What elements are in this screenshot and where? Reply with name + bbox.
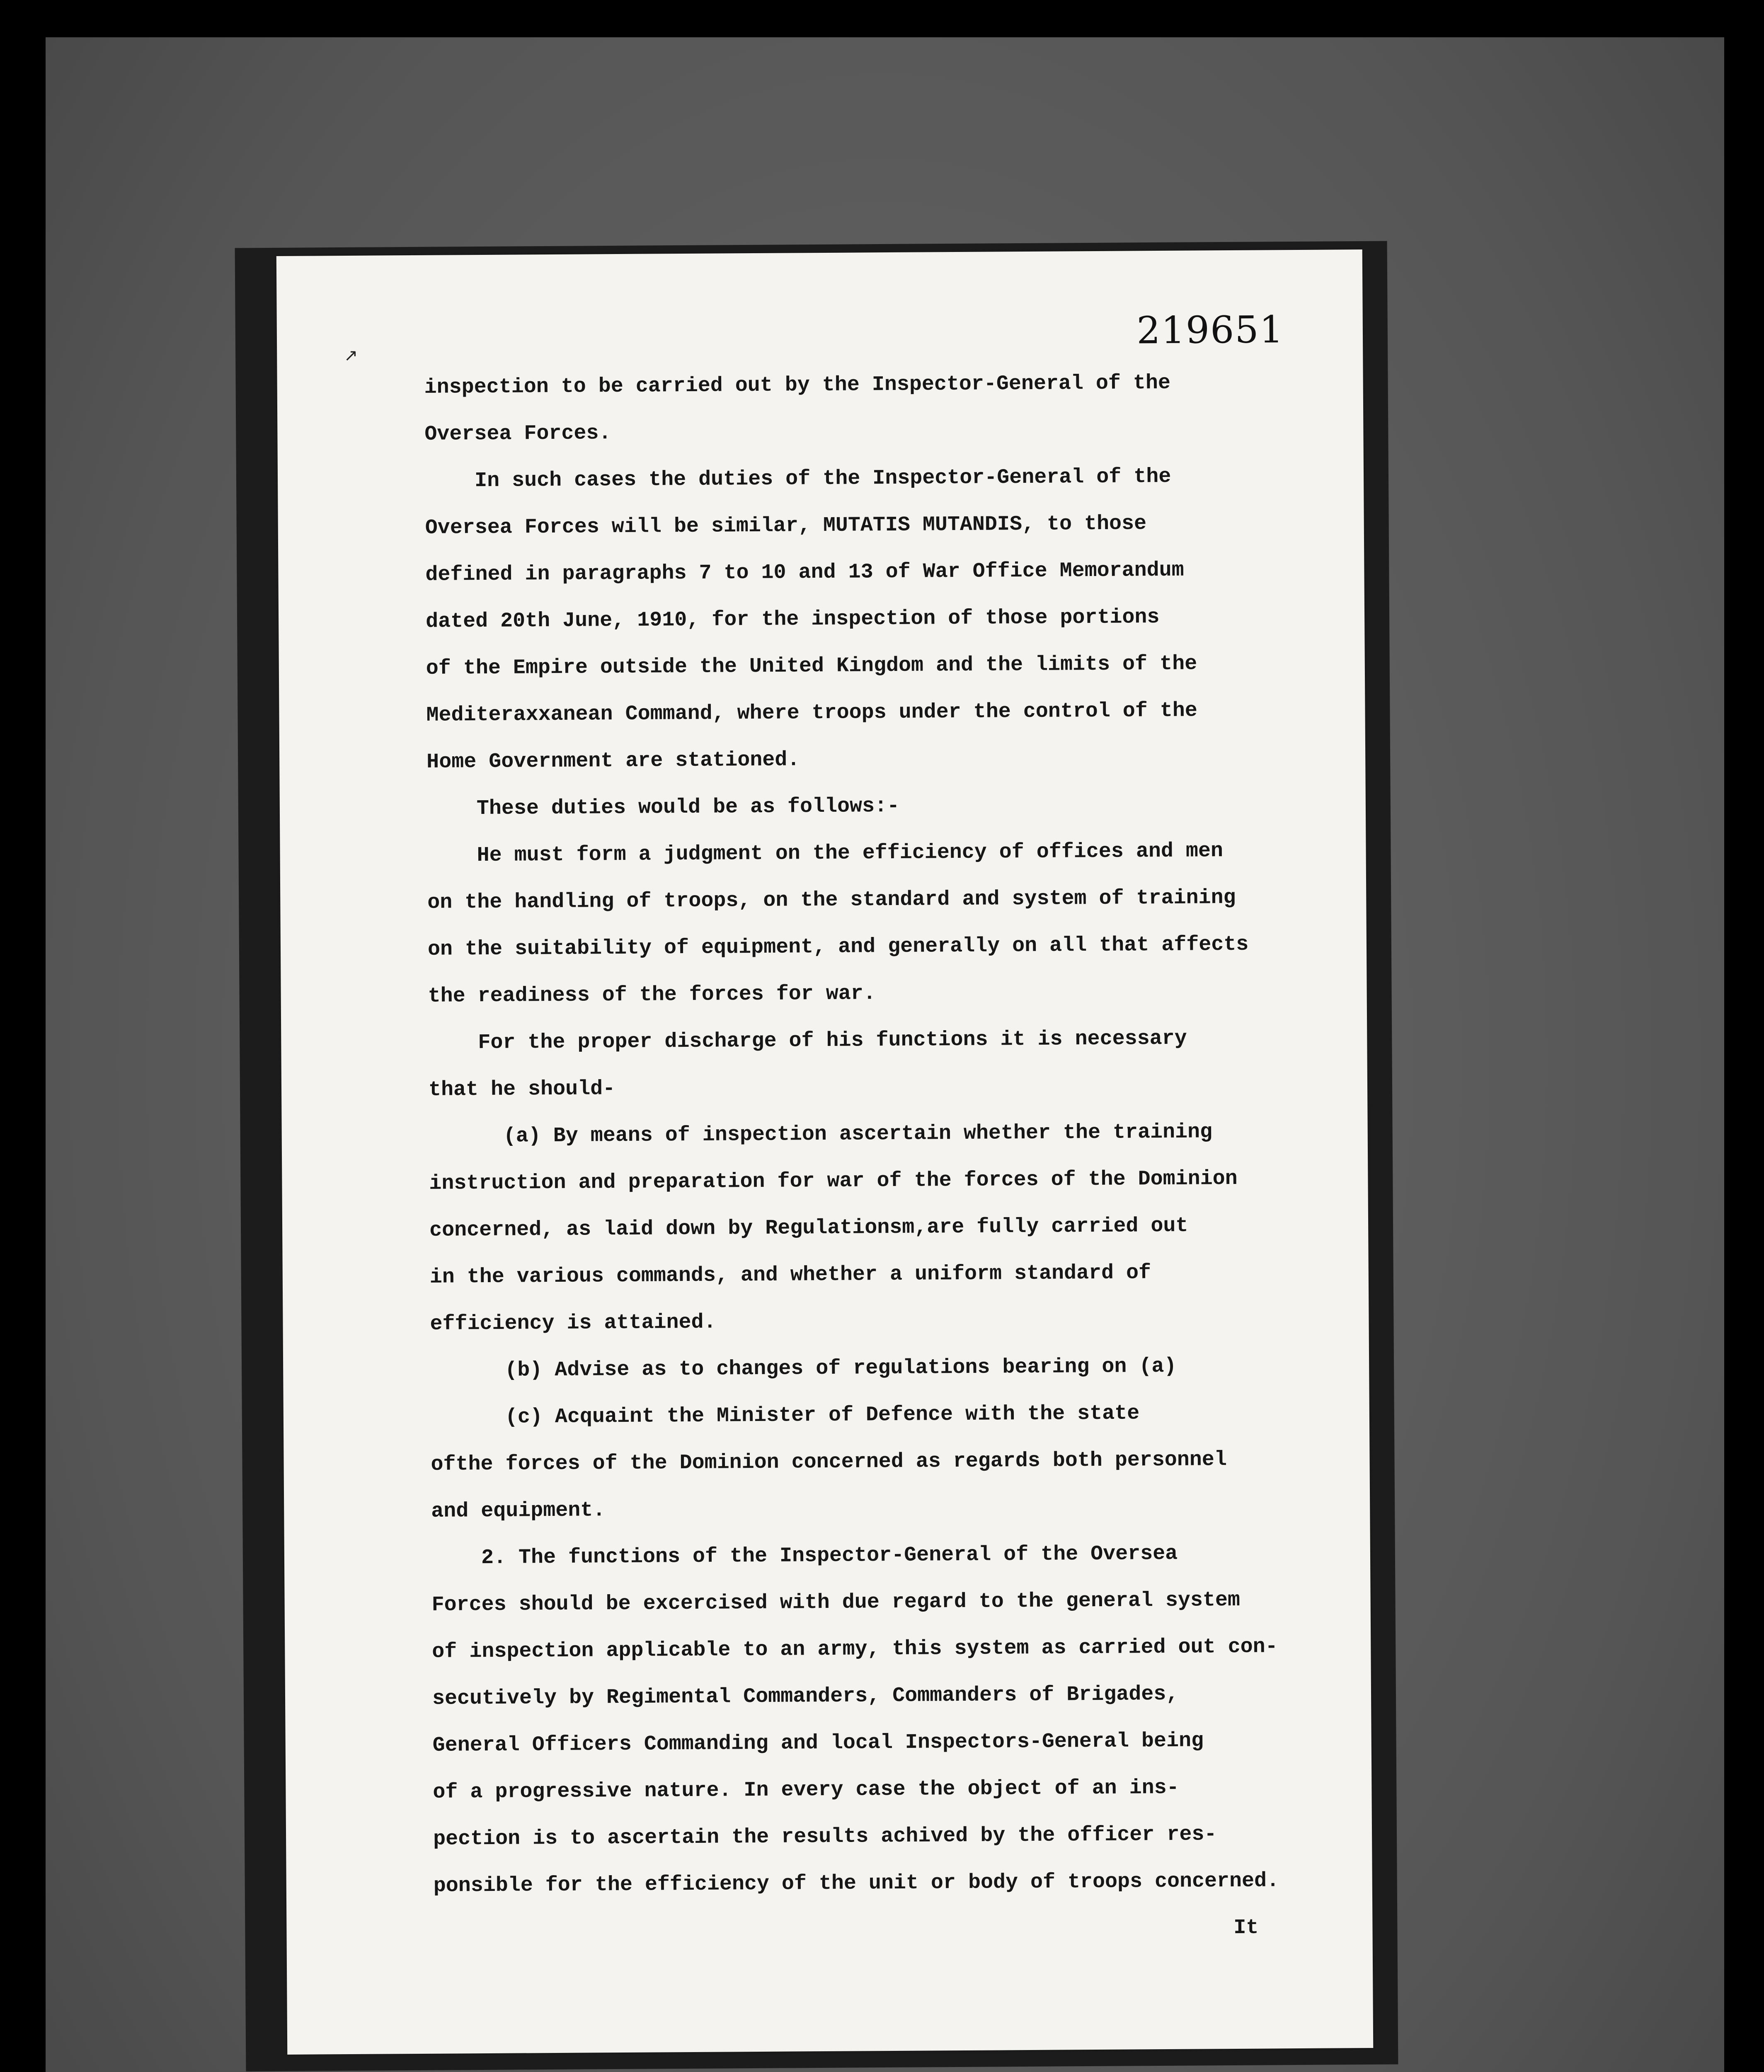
text-line: Oversea Forces will be similar, MUTATIS MUTANDIS, to those [425,512,1147,540]
text-line: pection is to ascertain the results achived by the officer res- [433,1823,1217,1851]
arrow-mark-icon: ↗ [344,346,358,365]
text-line: of inspection applicable to an army, this system as carried out con- [432,1635,1278,1664]
text-line: In such cases the duties of the Inspector-General of the [424,465,1171,493]
text-line: These duties would be as follows:- [426,794,900,821]
text-line: efficiency is attained. [430,1310,716,1336]
text-line: on the suitability of equipment, and generally on all that affects [427,932,1249,961]
text-line: inspection to be carried out by the Inspector-General of the [424,371,1171,399]
text-line: 2. The functions of the Inspector-General of the Oversea [431,1542,1178,1570]
text-line: Forces should be excercised with due regard to the general system [431,1588,1241,1617]
document-number: 219651 [1136,308,1284,353]
text-line: ponsible for the efficiency of the unit or body of troops concerned. [433,1869,1279,1898]
text-line: Home Government are stationed. [426,748,800,774]
text-line: and equipment. [431,1498,606,1523]
text-line: defined in paragraphs 7 to 10 and 13 of War Office Memorandum [425,558,1184,587]
document-body [424,358,1362,1956]
text-line: the readiness of the forces for war. [428,982,876,1008]
text-line: concerned, as laid down by Regulationsm,are fully carried out [429,1214,1188,1242]
catchword: It [1233,1916,1259,1940]
text-line: (c) Acquaint the Minister of Defence with the state [430,1402,1140,1430]
text-line: (a) By means of inspection ascertain whether the training [429,1120,1213,1149]
text-line: ofthe forces of the Dominion concerned as regards both personnel [431,1448,1227,1477]
text-line: Oversea Forces. [424,421,611,446]
text-line: (b) Advise as to changes of regulations bearing on (a) [430,1354,1177,1383]
text-line: secutively by Regimental Commanders, Commanders of Brigades, [432,1682,1179,1711]
text-line: General Officers Commanding and local Inspectors-General being [432,1729,1204,1757]
text-line: Mediteraxxanean Command, where troops under the control of the [426,699,1197,727]
text-line: on the handling of troops, on the standard and system of training [427,886,1236,915]
text-line: instruction and preparation for war of the forces of the Dominion [429,1167,1238,1196]
text-line: in the various commands, and whether a uniform standard of [429,1261,1151,1289]
document-page [276,249,1373,2055]
text-line: He must form a judgment on the efficiency of offices and men [427,839,1224,868]
text-line: of the Empire outside the United Kingdom and the limits of the [426,652,1197,680]
text-line: For the proper discharge of his functions it is necessary [428,1026,1187,1055]
text-line: that he should- [428,1077,615,1102]
text-line: dated 20th June, 1910, for the inspection of those portions [425,605,1160,634]
text-line: of a progressive nature. In every case the object of an ins- [433,1776,1179,1804]
